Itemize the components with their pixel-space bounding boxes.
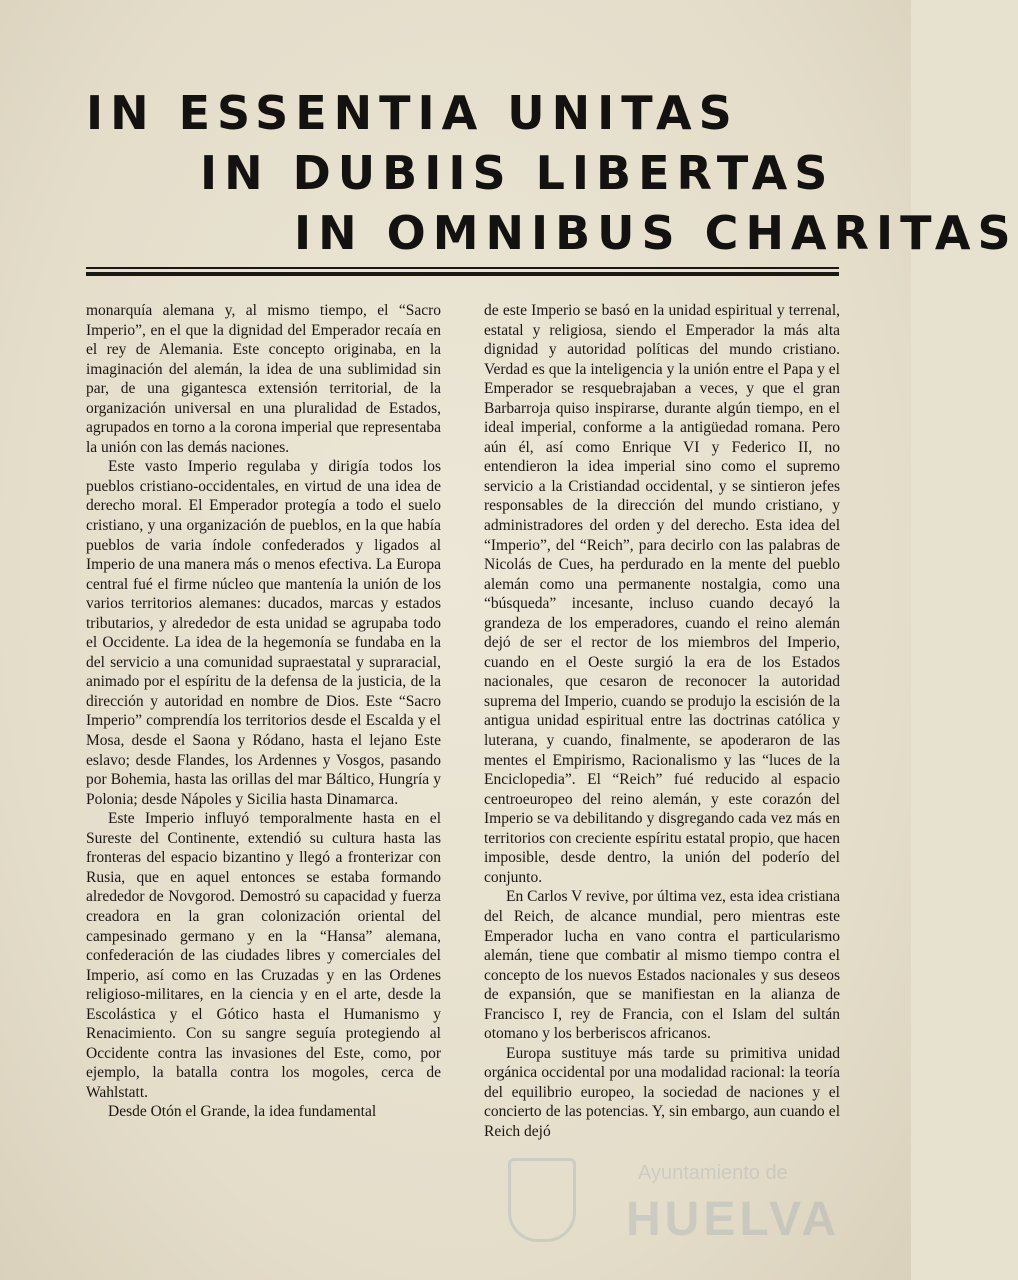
- paragraph: Este vasto Imperio regulaba y dirigía todos los pueblos cristiano-occidentales, en virtud de una idea de derecho moral. El Emperador protegía a todo el suelo cristiano, y una organización de pueblos, en la que había pueblos de varia índole confederados y ligados al Imperio de una manera más o menos efectiva. La Europa central fué el firme núcleo que mantenía la unión de los varios territorios alemanes: ducados, marcas y estados tributarios, y alrededor de esta unidad se agrupaba todo el Occidente. La idea de la hegemonía se fundaba en la del servicio a una comunidad supraestatal y supraracial, animado por el espíritu de la defensa de la justicia, de la dirección y autoridad en nombre de Dios. Este “Sacro Imperio” comprendía los territorios desde el Escalda y el Mosa, desde el Saona y Ródano, hasta el lejano Este eslavo; desde Flandes, los Ardennes y Vosgos, pasando por Bohemia, hasta las orillas del mar Báltico, Hungría y Polonia; desde Nápoles y Sicilia hasta Dinamarca.: [86, 458, 441, 808]
- paragraph: de este Imperio se basó en la unidad espiritual y terrenal, estatal y religiosa, siendo el Emperador la más alta dignidad y autoridad políticas del mundo cristiano. Verdad es que la inteligencia y la unión entre el Papa y el Emperador se resquebrajaban a veces, y que el gran Barbarroja quiso inspirarse, durante algún tiempo, en el ideal imperial, conforme a la antigüedad romana. Pero aún él, así como Enrique VI y Federico II, no entendieron la idea imperial sino como el supremo servicio a la Cristiandad occidental, y se sintieron jefes responsables de la dirección del mundo cristiano, y administradores del orden y del derecho. Esta idea del “Imperio”, del “Reich”, para decirlo con las palabras de Nicolás de Cues, ha perdurado en la mente del pueblo alemán como una permanente nostalgia, como una “búsqueda” incesante, incluso cuando decayó la grandeza de los emperadores, cuando el reino alemán dejó de ser el rector de los miembros del Imperio, cuando en el Oeste surgió la era de los Estados nacionales, que cesaron de reconocer la autoridad suprema del Imperio, cuando se produjo la escisión de la antigua unidad espiritual entre las doctrinas católica y luterana, y cuando, finalmente, se apoderaron de las mentes el Empirismo, Racionalismo y las “luces de la Enciclopedia”. El “Reich” fué reducido al espacio centroeuropeo del reino alemán, y este corazón del Imperio se va debilitando y disgregando cada vez más en territorios con creciente espíritu estatal propio, que hacen imposible, desde dentro, la unión del poderío del conjunto.: [484, 302, 840, 886]
- heading-rule-thin: [86, 267, 839, 269]
- heading-rule-thick: [86, 272, 839, 276]
- watermark-line-1: Ayuntamiento de: [638, 1162, 788, 1184]
- text-column-right: [484, 301, 840, 1142]
- paragraph: Europa sustituye más tarde su primitiva unidad orgánica occidental por una modalidad racional: la teoría del equilibrio europeo, la sociedad de naciones y el concierto de las potencias. Y, sin embargo, aun cuando el Reich dejó: [484, 1044, 840, 1140]
- coat-of-arms-icon: [508, 1158, 576, 1242]
- paragraph: monarquía alemana y, al mismo tiempo, el “Sacro Imperio”, en el que la dignidad del Emperador recaía en el rey de Alemania. Este concepto originaba, en la imaginación del alemán, la idea de una sublimidad sin par, de una gigantesca extensión territorial, de la organización universal en una pluralidad de Estados, agrupados en torno a la corona imperial que representaba la unión con las demás naciones.: [86, 302, 441, 456]
- paragraph: Este Imperio influyó temporalmente hasta en el Sureste del Continente, extendió su cultura hasta las fronteras del espacio bizantino y llegó a fronterizar con Rusia, que en aquel entonces se estaba formando alrededor de Novgorod. Demostró su capacidad y fuerza creadora en la gran colonización oriental del campesinado germano y en la “Hansa” alemana, confederación de las ciudades libres y comerciales del Imperio, así como en las Cruzadas y en las Ordenes religioso-militares, en la ciencia y en el arte, desde la Escolástica y el Gótico hasta el Humanismo y Renacimiento. Con su sangre seguía protegiendo al Occidente contra las invasiones del Este, como, por ejemplo, la batalla contra los mogoles, cerca de Wahlstatt.: [86, 810, 441, 1101]
- motto-line-2: IN DUBIIS LIBERTAS: [200, 146, 835, 200]
- paragraph: Desde Otón el Grande, la idea fundamental: [108, 1103, 377, 1121]
- motto-line-1: IN ESSENTIA UNITAS: [86, 86, 739, 140]
- text-column-left: [86, 301, 441, 1122]
- archive-watermark: [508, 1148, 841, 1248]
- motto-line-3: IN OMNIBUS CHARITAS: [294, 206, 1018, 260]
- motto-heading: [0, 0, 1018, 260]
- paragraph: En Carlos V revive, por última vez, esta idea cristiana del Reich, de alcance mundial, pero mientras este Emperador lucha en vano contra el particularismo alemán, tiene que combatir al mismo tiempo contra el concepto de los nuevos Estados nacionales y sus deseos de expansión, que se manifiestan en la alianza de Francisco I, rey de Francia, con el Islam del sultán otomano y los berberiscos africanos.: [484, 888, 840, 1043]
- watermark-line-2: HUELVA: [626, 1193, 841, 1246]
